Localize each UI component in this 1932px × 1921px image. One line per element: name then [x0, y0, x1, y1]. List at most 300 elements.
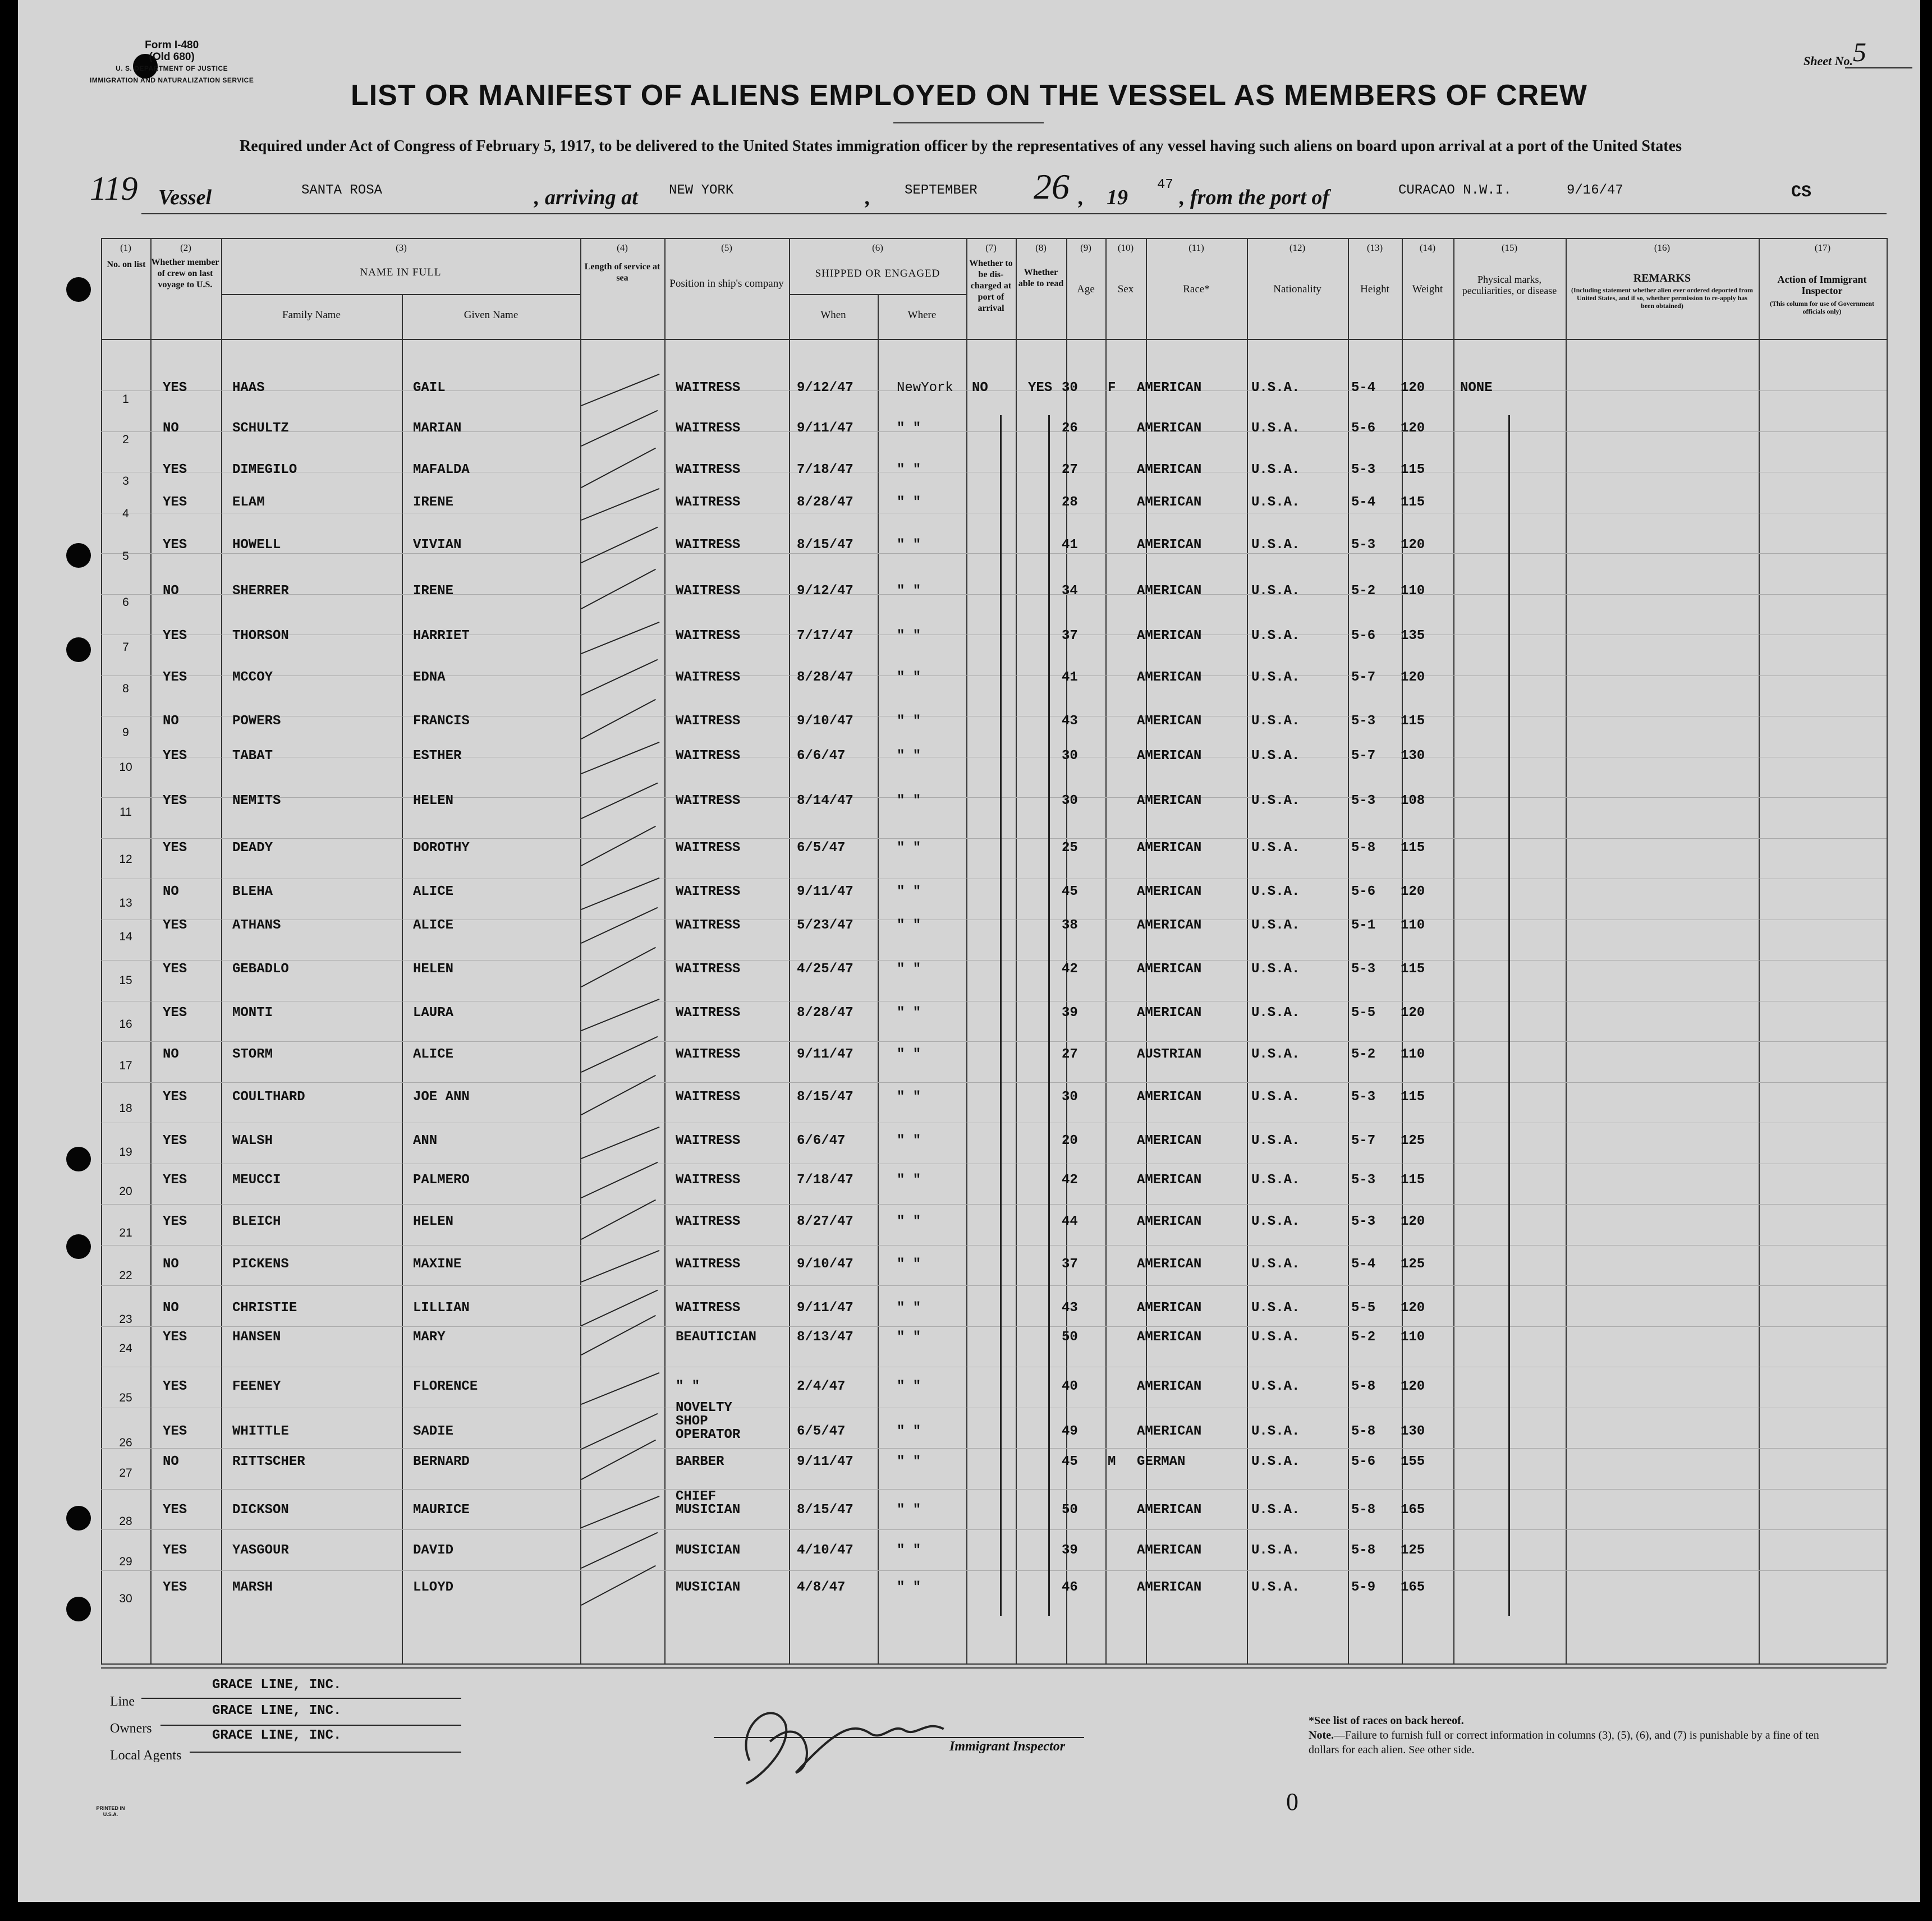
cell-position: WAITRESS: [676, 462, 741, 477]
cell-race: AMERICAN: [1137, 1580, 1202, 1595]
row-number: 22: [119, 1269, 132, 1282]
cell-nationality: U.S.A.: [1251, 1173, 1300, 1188]
service-pen-mark: [581, 448, 656, 488]
row-number: 26: [119, 1436, 132, 1449]
cell-age: 38: [1062, 918, 1078, 933]
note-text: —Failure to furnish full or correct information in columns (3), (5), (6), and (7) is punishable by a fine of ten dollars for each alien. See other side.: [1309, 1729, 1819, 1756]
cell-when: 9/11/47: [797, 1454, 853, 1469]
cell-age: 40: [1062, 1379, 1078, 1394]
cell-last: YES: [163, 1543, 187, 1558]
cell-age: 45: [1062, 1454, 1078, 1469]
cell-height: 5-4: [1351, 495, 1376, 510]
cell-family: ATHANS: [232, 918, 281, 933]
cell-position: WAITRESS: [676, 537, 741, 553]
cell-nationality: U.S.A.: [1251, 1502, 1300, 1518]
row-number: 20: [119, 1185, 132, 1198]
cell-when: 7/17/47: [797, 628, 853, 644]
cell-weight: 165: [1401, 1502, 1425, 1518]
cell-nationality: U.S.A.: [1251, 1300, 1300, 1316]
column-number: (7): [985, 242, 997, 253]
service-pen-mark: [581, 783, 658, 819]
cell-last: YES: [163, 1580, 187, 1595]
cell-position: WAITRESS: [676, 1300, 741, 1316]
row-number: 15: [119, 974, 132, 987]
cell-when: 8/15/47: [797, 1090, 853, 1105]
cell-weight: 120: [1401, 380, 1425, 396]
service-pen-mark: [581, 1036, 658, 1073]
cell-nationality: U.S.A.: [1251, 1257, 1300, 1272]
cell-last: YES: [163, 670, 187, 685]
cell-position: WAITRESS: [676, 421, 741, 436]
cell-when: 9/11/47: [797, 1300, 853, 1316]
cell-given: HELEN: [413, 1214, 454, 1229]
cell-race: AMERICAN: [1137, 840, 1202, 856]
cell-height: 5-6: [1351, 884, 1376, 899]
cell-age: 30: [1062, 748, 1078, 764]
cell-age: 45: [1062, 884, 1078, 899]
cell-where: " ": [897, 1379, 921, 1394]
cell-nationality: U.S.A.: [1251, 628, 1300, 644]
cell-weight: 120: [1401, 1300, 1425, 1316]
cell-nationality: U.S.A.: [1251, 1580, 1300, 1595]
column-number: (12): [1289, 242, 1306, 253]
cell-given: FLORENCE: [413, 1379, 478, 1394]
row-number: 1: [122, 393, 129, 406]
row-number: 12: [119, 853, 132, 866]
cell-where: " ": [897, 537, 921, 553]
cell-family: POWERS: [232, 714, 281, 729]
column-number: (14): [1419, 242, 1436, 253]
cell-race: AMERICAN: [1137, 714, 1202, 729]
cell-family: HANSEN: [232, 1330, 281, 1345]
column-number: (8): [1035, 242, 1047, 253]
column-number: (10): [1117, 242, 1134, 253]
cell-position: MUSICIAN: [676, 1580, 741, 1595]
departure-date: 9/16/47: [1567, 183, 1623, 198]
row-number: 18: [119, 1102, 132, 1115]
cell-position: BEAUTICIAN: [676, 1330, 757, 1345]
cell-given: PALMERO: [413, 1173, 470, 1188]
cell-when: 9/10/47: [797, 1257, 853, 1272]
cell-given: IRENE: [413, 583, 454, 599]
cell-family: MONTI: [232, 1005, 273, 1021]
service-pen-mark: [581, 1532, 658, 1569]
cell-given: HELEN: [413, 962, 454, 977]
cell-when: 7/18/47: [797, 1173, 853, 1188]
cell-height: 5-3: [1351, 962, 1376, 977]
cell-when: 8/14/47: [797, 793, 853, 808]
cell-position: WAITRESS: [676, 583, 741, 599]
cell-nationality: U.S.A.: [1251, 748, 1300, 764]
service-pen-mark: [581, 1565, 656, 1606]
cell-race: AMERICAN: [1137, 793, 1202, 808]
service-pen-mark: [581, 1440, 656, 1480]
cell-position: MUSICIAN: [676, 1543, 741, 1558]
row-number: 13: [119, 897, 132, 909]
row-number: 10: [119, 761, 132, 774]
cell-last: YES: [163, 1005, 187, 1021]
row-number: 8: [122, 682, 129, 695]
cell-given: ALICE: [413, 884, 454, 899]
cell-race: AMERICAN: [1137, 748, 1202, 764]
cell-given: DAVID: [413, 1543, 454, 1558]
column-number: (13): [1366, 242, 1383, 253]
cell-when: 9/11/47: [797, 421, 853, 436]
cell-where: " ": [897, 1173, 921, 1188]
cell-when: 8/28/47: [797, 1005, 853, 1021]
cell-family: MARSH: [232, 1580, 273, 1595]
ditto-pen-line: [1508, 415, 1510, 1616]
row-number: 5: [122, 550, 129, 563]
row-number: 21: [119, 1226, 132, 1239]
header-family-name: Family Name: [282, 309, 341, 321]
cell-weight: 155: [1401, 1454, 1425, 1469]
cell-nationality: U.S.A.: [1251, 1090, 1300, 1105]
cell-last: NO: [163, 1454, 179, 1469]
cell-nationality: U.S.A.: [1251, 1005, 1300, 1021]
cell-race: AMERICAN: [1137, 918, 1202, 933]
cell-given: BERNARD: [413, 1454, 470, 1469]
cell-weight: 120: [1401, 537, 1425, 553]
cell-race: AMERICAN: [1137, 1173, 1202, 1188]
vessel-code: CS: [1791, 183, 1812, 202]
row-number: 7: [122, 641, 129, 654]
cell-family: YASGOUR: [232, 1543, 289, 1558]
note-label: Note.: [1309, 1729, 1334, 1741]
row-number: 23: [119, 1313, 132, 1326]
row-number: 11: [120, 806, 132, 819]
cell-where: " ": [897, 1257, 921, 1272]
cell-family: MCCOY: [232, 670, 273, 685]
cell-nationality: U.S.A.: [1251, 462, 1300, 477]
cell-position: WAITRESS: [676, 918, 741, 933]
cell-age: 46: [1062, 1580, 1078, 1595]
ditto-pen-line: [1048, 415, 1050, 1616]
owners-label: Owners: [110, 1721, 152, 1736]
cell-nationality: U.S.A.: [1251, 1330, 1300, 1345]
cell-when: 9/11/47: [797, 884, 853, 899]
cell-race: AMERICAN: [1137, 1133, 1202, 1148]
cell-nationality: U.S.A.: [1251, 583, 1300, 599]
cell-where: " ": [897, 1330, 921, 1345]
cell-age: 41: [1062, 537, 1078, 553]
header-shipped-engaged: SHIPPED OR ENGAGED: [815, 268, 940, 279]
cell-nationality: U.S.A.: [1251, 537, 1300, 553]
note-races: *See list of races on back hereof.: [1309, 1715, 1464, 1727]
cell-race: AMERICAN: [1137, 1090, 1202, 1105]
cell-weight: 120: [1401, 1005, 1425, 1021]
cell-last: NO: [163, 583, 179, 599]
cell-last: YES: [163, 628, 187, 644]
cell-given: EDNA: [413, 670, 446, 685]
cell-position: WAITRESS: [676, 1090, 741, 1105]
cell-nationality: U.S.A.: [1251, 1543, 1300, 1558]
agents-value: GRACE LINE, INC.: [212, 1728, 342, 1743]
cell-family: WALSH: [232, 1133, 273, 1148]
cell-weight: 110: [1401, 1047, 1425, 1062]
cell-height: 5-7: [1351, 1133, 1376, 1148]
cell-position: WAITRESS: [676, 840, 741, 856]
cell-weight: 110: [1401, 1330, 1425, 1345]
cell-height: 5-2: [1351, 583, 1376, 599]
cell-weight: 165: [1401, 1580, 1425, 1595]
cell-when: 8/15/47: [797, 1502, 853, 1518]
header-name-in-full: NAME IN FULL: [360, 266, 442, 278]
cell-height: 5-6: [1351, 628, 1376, 644]
page-mark: 0: [1286, 1788, 1298, 1816]
cell-nationality: U.S.A.: [1251, 380, 1300, 396]
service-pen-mark: [581, 877, 660, 910]
cell-when: 9/12/47: [797, 583, 853, 599]
cell-last: YES: [163, 1090, 187, 1105]
vessel-mark: 119: [90, 170, 138, 207]
page-subtitle: Required under Act of Congress of February 5, 1917, to be delivered to the United States immigration officer by the representatives of any vessel having such aliens on board upon arrival at a port of the United States: [240, 137, 1682, 155]
cell-last: YES: [163, 840, 187, 856]
cell-height: 5-3: [1351, 1090, 1376, 1105]
cell-family: CHRISTIE: [232, 1300, 297, 1316]
cell-position: WAITRESS: [676, 1005, 741, 1021]
cell-height: 5-8: [1351, 1543, 1376, 1558]
cell-age: 42: [1062, 962, 1078, 977]
cell-age: 50: [1062, 1502, 1078, 1518]
cell-position: WAITRESS: [676, 1047, 741, 1062]
year-prefix: 19: [1107, 186, 1128, 209]
column-number: (1): [120, 242, 131, 253]
cell-family: DEADY: [232, 840, 273, 856]
cell-weight: 130: [1401, 1424, 1425, 1439]
cell-where: NewYork: [897, 380, 953, 396]
cell-position: WAITRESS: [676, 714, 741, 729]
cell-last: YES: [163, 1379, 187, 1394]
cell-given: FRANCIS: [413, 714, 470, 729]
cell-weight: 115: [1401, 840, 1425, 856]
sheet-value: 5: [1853, 38, 1866, 67]
row-number: 2: [122, 433, 129, 446]
cell-last: YES: [163, 462, 187, 477]
cell-family: FEENEY: [232, 1379, 281, 1394]
form-number: Form I-480: [145, 39, 199, 51]
cell-where: " ": [897, 1454, 921, 1469]
row-number: 24: [119, 1342, 132, 1355]
cell-age: 27: [1062, 1047, 1078, 1062]
arrival-month: SEPTEMBER: [905, 183, 978, 198]
cell-discharged: NO: [972, 380, 988, 396]
owners-value: GRACE LINE, INC.: [212, 1703, 342, 1718]
cell-nationality: U.S.A.: [1251, 918, 1300, 933]
cell-weight: 110: [1401, 918, 1425, 933]
cell-height: 5-8: [1351, 1502, 1376, 1518]
cell-age: 39: [1062, 1005, 1078, 1021]
cell-given: ESTHER: [413, 748, 462, 764]
cell-age: 28: [1062, 495, 1078, 510]
cell-family: PICKENS: [232, 1257, 289, 1272]
header-race: Race*: [1183, 283, 1210, 295]
header-sex: Sex: [1117, 283, 1134, 295]
cell-where: " ": [897, 748, 921, 764]
cell-family: DICKSON: [232, 1502, 289, 1518]
cell-race: AMERICAN: [1137, 1300, 1202, 1316]
cell-height: 5-6: [1351, 1454, 1376, 1469]
cell-given: LLOYD: [413, 1580, 454, 1595]
cell-race: AMERICAN: [1137, 380, 1202, 396]
column-number: (4): [617, 242, 628, 253]
header-action-note: (This column for use of Government officials only): [1769, 300, 1875, 315]
manifest-page: Form I-480 (Old 680) U. S. DEPARTMENT OF JUSTICE IMMIGRATION AND NATURALIZATION SERVICE Sheet No. 5 LIST OR MANIFEST OF ALIENS EMPLOYED ON THE VESSEL AS MEMBERS OF CREW Required under Act of Congress of February 5, 1917, to be delivered to the United States immigration officer by the representatives of any vessel having such aliens on board upon arrival at a port of the United States 119 Vessel SANTA ROSA , arriving at NEW YORK , SEPTEMBER 26 , 19 47 , from the port of CURACAO N.W.I. 9/16/47 CS No. on list Whether member of crew on last voyage to U.S. NAME IN FULL Family Name Given Name Length of service at sea Position in ship's company SHIPPED OR ENGAGED When Where Whether to be dis-charged at port of arrival Whether able to read Age Sex Race* Nationality Height Weight Physical marks, peculiarities, or disease REMARKS (Including statement whether alien ever ordered deported from United States, and if so, whether permission to re-apply has been obtained) Action of Immigrant Inspector (This column for use of Government officials only) (1) (2) (3) (4) (5) (6) (7) (8) (9) (10) (11) (12) (13) (14) (15) (16) (17) 1 YES HAAS GAIL WAITRESS 9/12/47 NewYork 30 F AMERICAN U.S.A. 5-4 120 NONE NO YES 2 NO SCHULTZ MARIAN WAITRESS 9/11/47 " " 26 AMERICAN U.S.A. 5-6 120 3 YES DIMEGILO MAFALDA WAITRESS 7/18/47 " " 27 AMERICAN U.S.A. 5-3 115 4 YES ELAM IRENE WAITRESS 8/28/47 " " 28 AMERICAN U.S.A. 5-4 115 5 YES HOWELL VIVIAN WAITRESS 8/15/47 " " 41 AMERICAN U.S.A. 5-3 120 6 NO SHERRER IRENE WAITRESS 9/12/47 " " 34 AMERICAN U.S.A. 5-2 110 7 YES THORSON HARRIET WAITRESS 7/17/47 " " 37 AMERICAN U.S.A. 5-6 135 8 YES MCCOY EDNA WAITRESS 8/28/47 " " 41 AMERICAN U.S.A. 5-7 120 9 NO POWERS FRANCIS WAITRESS 9/10/47 " " 43 AMERICAN U.S.A. 5-3 115 10 YES TABAT ESTHER WAITRESS 6/6/47 " " 30 AMERICAN U.S.A. 5-7 130 11 YES NEMITS HELEN WAITRESS 8/14/47 " " 30 AMERICAN U.S.A. 5-3 108 12 YES DEADY DOROTHY WAITRESS 6/5/47 " " 25 AMERICAN U.S.A. 5-8 115 13 NO BLEHA ALICE WAITRESS 9/11/47 " " 45 AMERICAN U.S.A. 5-6 120 14 YES ATHANS ALICE WAITRESS 5/23/47 " " 38 AMERICAN U.S.A. 5-1 110 15 YES GEBADLO HELEN WAITRESS 4/25/47 " " 42 AMERICAN U.S.A. 5-3 115 16 YES MONTI LAURA WAITRESS 8/28/47 " " 39 AMERICAN U.S.A. 5-5 120 17 NO STORM ALICE WAITRESS 9/11/47 " " 27 AUSTRIAN U.S.A. 5-2 110 18 YES COULTHARD JOE ANN WAITRESS 8/15/47 " " 30 AMERICAN U.S.A. 5-3 115 19 YES WALSH ANN WAITRESS 6/6/47 " " 20 AMERICAN U.S.A. 5-7 125 20 YES MEUCCI PALMERO WAITRESS 7/18/47 " " 42 AMERICAN U.S.A. 5-3 115 21 YES BLEICH HELEN WAITRESS 8/27/47 " " 44 AMERICAN U.S.A. 5-3 120 22 NO PICKENS MAXINE WAITRESS 9/10/47 " " 37 AMERICAN U.S.A. 5-4 125 23 NO CHRISTIE LILLIAN WAITRESS 9/11/47 " " 43 AMERICAN U.S.A. 5-5 120 24 YES HANSEN MARY BEAUTICIAN 8/13/47 " " 50 AMERICAN U.S.A. 5-2 110 25 YES FEENEY FLORENCE " " 2/4/47 " " 40 AMERICAN U.S.A. 5-8 120 26 YES WHITTLE SADIE NOVELTY SHOP OPERATOR 6/5/47 " " 49 AMERICAN U.S.A. 5-8 130 27 NO RITTSCHER BERNARD BARBER 9/11/47 " " 45 M GERMAN U.S.A. 5-6 155 28 YES DICKSON MAURICE CHIEF MUSICIAN 8/15/47 " " 50 AMERICAN U.S.A. 5-8 165 29 YES YASGOUR DAVID MUSICIAN 4/10/47 " " 39 AMERICAN U.S.A. 5-8 125 30 YES MARSH LLOYD MUSICIAN 4/8/47 " " 46 AMERICAN U.S.A. 5-9 165 Line GRACE LINE, INC. Owners GRACE LINE, INC. Local Agents GRACE LINE, INC. Immigrant Inspector *See list of races on back hereof. Note.—Failure to furnish full or correct information in columns (3), (5), (6), and (7) is punishable by a fine of ten dollars for each alien. See other side. PRINTED IN U.S.A. 0: [18, 0, 1920, 1902]
cell-nationality: U.S.A.: [1251, 1047, 1300, 1062]
cell-given: HELEN: [413, 793, 454, 808]
cell-given: ANN: [413, 1133, 438, 1148]
header-height: Height: [1360, 283, 1389, 295]
cell-height: 5-3: [1351, 462, 1376, 477]
cell-where: " ": [897, 1543, 921, 1558]
cell-where: " ": [897, 1300, 921, 1316]
cell-age: 37: [1062, 628, 1078, 644]
cell-given: MAXINE: [413, 1257, 462, 1272]
cell-weight: 120: [1401, 884, 1425, 899]
cell-last: NO: [163, 884, 179, 899]
cell-position: WAITRESS: [676, 962, 741, 977]
cell-position: " ": [676, 1379, 700, 1394]
header-remarks: REMARKS: [1633, 272, 1691, 284]
cell-weight: 108: [1401, 793, 1425, 808]
from-label: , from the port of: [1180, 186, 1330, 209]
cell-age: 34: [1062, 583, 1078, 599]
cell-race: AMERICAN: [1137, 1543, 1202, 1558]
header-no: No. on list: [107, 260, 146, 269]
cell-where: " ": [897, 1502, 921, 1518]
cell-weight: 115: [1401, 1173, 1425, 1188]
service-pen-mark: [581, 1250, 660, 1283]
cell-age: 42: [1062, 1173, 1078, 1188]
cell-height: 5-3: [1351, 714, 1376, 729]
cell-age: 43: [1062, 714, 1078, 729]
cell-age: 30: [1062, 1090, 1078, 1105]
cell-race: AMERICAN: [1137, 962, 1202, 977]
header-length-service: Length of service at sea: [584, 262, 660, 283]
cell-where: " ": [897, 918, 921, 933]
cell-where: " ": [897, 840, 921, 856]
service-pen-mark: [581, 1496, 660, 1528]
form-old-number: (Old 680): [149, 51, 195, 63]
cell-where: " ": [897, 421, 921, 436]
cell-able-read: YES: [1028, 380, 1053, 396]
row-number: 17: [119, 1059, 132, 1072]
service-pen-mark: [581, 1075, 656, 1115]
header-able-read: Whether able to read: [1018, 268, 1064, 288]
crew-rows: [18, 0, 1920, 1902]
cell-race: AMERICAN: [1137, 1257, 1202, 1272]
cell-weight: 125: [1401, 1257, 1425, 1272]
cell-family: WHITTLE: [232, 1424, 289, 1439]
cell-weight: 115: [1401, 714, 1425, 729]
cell-position: WAITRESS: [676, 495, 741, 510]
cell-family: TABAT: [232, 748, 273, 764]
cell-last: YES: [163, 918, 187, 933]
cell-when: 6/6/47: [797, 748, 846, 764]
cell-weight: 130: [1401, 748, 1425, 764]
cell-height: 5-8: [1351, 840, 1376, 856]
service-pen-mark: [581, 488, 660, 521]
cell-where: " ": [897, 884, 921, 899]
cell-age: 49: [1062, 1424, 1078, 1439]
cell-last: YES: [163, 495, 187, 510]
cell-race: AMERICAN: [1137, 1379, 1202, 1394]
cell-age: 26: [1062, 421, 1078, 436]
column-number: (3): [396, 242, 407, 253]
printer-mark: PRINTED IN U.S.A.: [96, 1805, 125, 1817]
cell-when: 8/28/47: [797, 670, 853, 685]
cell-where: " ": [897, 1580, 921, 1595]
sheet-label: Sheet No.: [1803, 54, 1853, 68]
cell-when: 5/23/47: [797, 918, 853, 933]
column-number: (11): [1188, 242, 1204, 253]
cell-family: SHERRER: [232, 583, 289, 599]
cell-given: JOE ANN: [413, 1090, 470, 1105]
cell-age: 43: [1062, 1300, 1078, 1316]
cell-last: YES: [163, 748, 187, 764]
header-remarks-note: (Including statement whether alien ever ordered deported from United States, and if so, whether permission to re-apply has been obtained): [1571, 286, 1754, 310]
row-number: 27: [119, 1467, 132, 1479]
cell-race: AMERICAN: [1137, 884, 1202, 899]
cell-marks: NONE: [1460, 380, 1493, 396]
column-number: (17): [1814, 242, 1831, 253]
header-given-name: Given Name: [464, 309, 518, 321]
cell-race: AMERICAN: [1137, 462, 1202, 477]
footer-notes: [1309, 1713, 1825, 1757]
cell-when: 4/8/47: [797, 1580, 846, 1595]
cell-given: DOROTHY: [413, 840, 470, 856]
cell-when: 2/4/47: [797, 1379, 846, 1394]
cell-family: SCHULTZ: [232, 421, 289, 436]
cell-nationality: U.S.A.: [1251, 421, 1300, 436]
header-age: Age: [1077, 283, 1095, 295]
column-number: (6): [872, 242, 883, 253]
cell-where: " ": [897, 1133, 921, 1148]
cell-weight: 120: [1401, 670, 1425, 685]
cell-given: HARRIET: [413, 628, 470, 644]
cell-nationality: U.S.A.: [1251, 1454, 1300, 1469]
cell-last: YES: [163, 962, 187, 977]
cell-race: AMERICAN: [1137, 1424, 1202, 1439]
cell-last: NO: [163, 421, 179, 436]
service-pen-mark: [581, 1200, 656, 1240]
cell-nationality: U.S.A.: [1251, 1424, 1300, 1439]
cell-where: " ": [897, 462, 921, 477]
cell-when: 8/28/47: [797, 495, 853, 510]
cell-age: 20: [1062, 1133, 1078, 1148]
cell-given: MAURICE: [413, 1502, 470, 1518]
cell-age: 30: [1062, 380, 1078, 396]
service-pen-mark: [581, 659, 658, 696]
column-number: (15): [1501, 242, 1518, 253]
cell-age: 27: [1062, 462, 1078, 477]
cell-where: " ": [897, 1047, 921, 1062]
cell-last: NO: [163, 1300, 179, 1316]
cell-position: WAITRESS: [676, 628, 741, 644]
cell-last: YES: [163, 1173, 187, 1188]
cell-weight: 115: [1401, 962, 1425, 977]
cell-family: COULTHARD: [232, 1090, 305, 1105]
row-number: 4: [122, 507, 129, 520]
cell-family: THORSON: [232, 628, 289, 644]
cell-nationality: U.S.A.: [1251, 1379, 1300, 1394]
cell-given: VIVIAN: [413, 537, 462, 553]
cell-race: AMERICAN: [1137, 537, 1202, 553]
cell-when: 9/12/47: [797, 380, 853, 396]
vessel-name: SANTA ROSA: [301, 183, 383, 198]
service-pen-mark: [581, 622, 660, 654]
header-position: Position in ship's company: [669, 278, 784, 289]
